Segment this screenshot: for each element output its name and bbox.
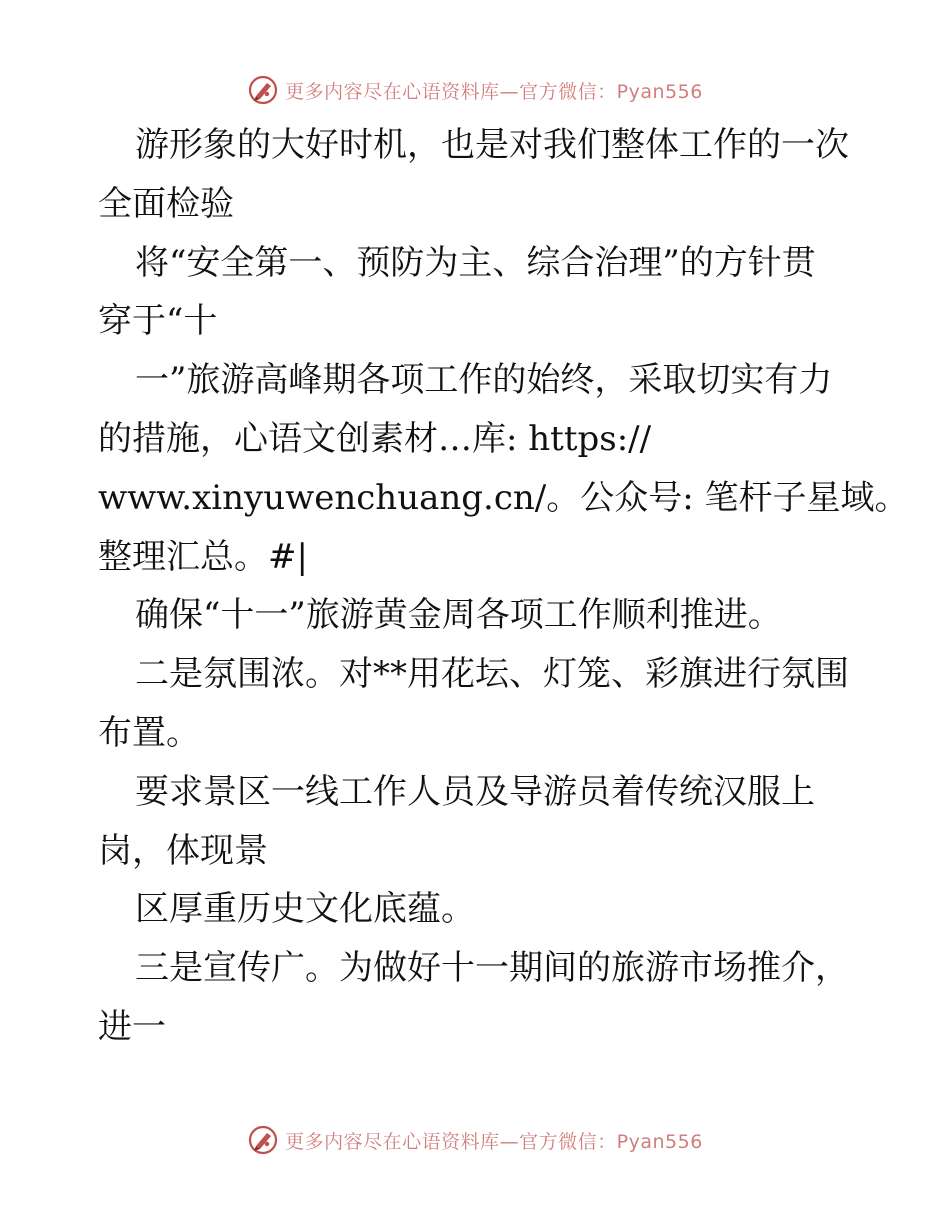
document-body	[98, 116, 909, 1057]
text-line: 要求景区一线工作人员及导游员着传统汉服上	[135, 771, 815, 812]
text-line: 进一	[98, 1006, 166, 1047]
text-line: 二是氛围浓。对**用花坛、灯笼、彩旗进行氛围	[135, 654, 849, 695]
text-line: 一”旅游高峰期各项工作的始终，采取切实有力	[135, 360, 833, 401]
text-line: 三是宣传广。为做好十一期间的旅游市场推介，	[135, 948, 849, 989]
text-line: 区厚重历史文化底蕴。	[135, 889, 475, 930]
text-line: www.xinyuwenchuang.cn/。公众号: 笔杆子星域。	[98, 477, 909, 518]
footer-watermark-text: 更多内容尽在心语资料库—官方微信：Pyan556	[285, 1130, 703, 1153]
text-line: 确保“十一”旅游黄金周各项工作顺利推进。	[135, 595, 782, 636]
text-line: 布置。	[98, 712, 200, 753]
text-line: 将“安全第一、预防为主、综合治理”的方针贯	[135, 242, 816, 283]
text-line: 整理汇总。#|	[98, 536, 308, 577]
text-line: 岗，体现景	[98, 830, 268, 871]
ink-pen-logo-icon	[247, 1124, 279, 1156]
text-line: 的措施，心语文创素材…库: https://	[98, 418, 652, 459]
header-watermark-text: 更多内容尽在心语资料库—官方微信：Pyan556	[285, 80, 703, 103]
text-line: 全面检验	[98, 183, 234, 224]
header-watermark	[0, 70, 950, 110]
text-line: 游形象的大好时机，也是对我们整体工作的一次	[135, 125, 849, 165]
ink-pen-logo-icon	[247, 74, 279, 106]
text-line: 穿于“十	[98, 301, 218, 342]
footer-watermark	[0, 1120, 950, 1160]
